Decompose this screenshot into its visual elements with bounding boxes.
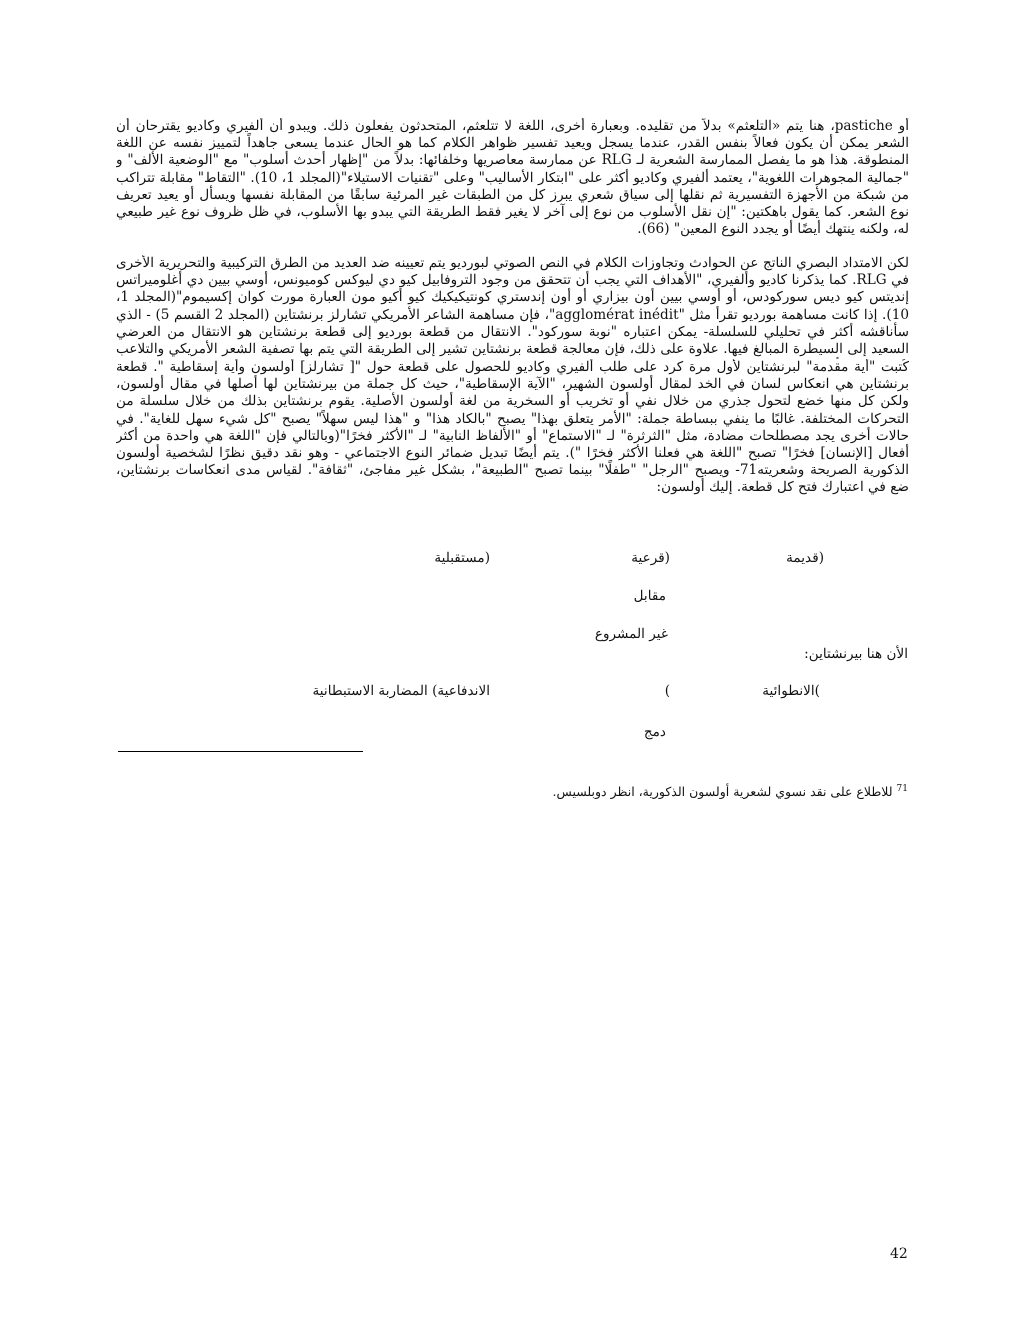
label-ghayr-mashru: غير المشروع [594,626,668,642]
page-number: 42 [890,1246,908,1262]
footnote-number: 71 [896,784,908,794]
label-intawiya: )الانطوائية [762,683,820,699]
label-muqabil: مقابل [633,588,666,604]
paragraph-1: أو pastiche، هنا يتم «التلعثم» بدلاً من تقليده. وبعبارة أخرى، اللغة لا تتلعثم، المتحدثون يفعلون ذلك. ويبدو أن ألفيري وكاديو يقترحان أن الشعر يمكن أن يكون فعالاً بنفس القدر، عندما يسجل ويعيد تفسير ظواهر الكلام كما هو الحال عندما يسعى جاهداً لتمييز نفسه عن اللغة المنطوقة. هذا هو ما يفصل الممارسة الشعرية لـ RLG عن ممارسة معاصريها وخلفائها: بدلاً من "إظهار أحدث أسلوب" مع "الوضعية الألف" و "جمالية المجوهرات اللغوية"، يعتمد ألفيري وكاديو أكثر على "ابتكار الأساليب" وعلى "تقنيات الاستيلاء"(المجلد 1، 10). "التقاط" مقابلة تتراكب من شبكة من الأجهزة التفسيرية ثم نقلها إلى سياق شعري يبرز كل من الطبقات غير المرئية سابقًا من المقابلة نفسها ويسأل أو يعيد تعريف نوع الشعر. كما يقول باهكتين: "إن نقل الأسلوب من نوع إلى آخر لا يغير فقط الطريقة التي يبدو بها الأسلوب، في ظل ظروف نوع غير طبيعي له، ولكنه ينتهك أيضًا أو يجدد النوع المعين" (66). [116,118,909,238]
footnote-separator [118,751,363,752]
label-qaria: (قرعية [631,550,670,566]
body-text [116,118,909,499]
label-damj: دمج [643,724,666,740]
label-close-paren: ) [664,683,670,699]
paragraph-2: لكن الامتداد البصري الناتج عن الحوادث وتجاوزات الكلام في النص الصوتي لبورديو يتم تعيينه ضد العديد من الطرق التركيبية والتحريرية الأخرى في RLG. كما يذكرنا كاديو وألفيري، "الأهداف التي يجب أن تتحقق من وجود التروفابيل كيو دي ليوكس كوميونس، أوسي بيين دي أغلوميراتس إنديتس كيو ديس سوركودس، أو أوسي بيين أون بيزاري أو أون إندستري كونتيكيكيك كيو أكيو مون العبارة مورت كوان إكسيموم"(المجلد 1، 10). إذا كانت مساهمة بورديو تقرأ مثل "agglomérat inédit"، فإن مساهمة الشاعر الأمريكي تشارلز برنشتاين (المجلد 2 القسم 5) - الذي سأناقشه أكثر في تحليلي للسلسلة- يمكن اعتباره "نوبة سوركود". الانتقال من قطعة بورديو إلى قطعة برنشتاين هو الانتقال من العرضي السعيد إلى السيطرة المبالغ فيها. علاوة على ذلك، فإن معالجة قطعة برنشتاين تشير إلى الطريقة التي يتم بها تصفية الشعر الأمريكي والتلاعب [116,255,909,358]
label-qadima: (قديمة [786,550,824,566]
label-indifaiya: الاندفاعية) المضاربة الاستبطانية [312,683,490,699]
footnote-text: للاطلاع على نقد نسوي لشعرية أولسون الذكورية، انظر دوبلسيس. [552,784,893,800]
label-alan-bernstein: الأن هنا بيرنشتاين: [804,646,908,662]
footnote [553,784,908,799]
label-mustaqbaliya: (مستقبلية [434,550,490,566]
paragraph-3: كُتبت "أية مقدمة" لبرنشتاين لأول مرة كرد على طلب ألفيري وكاديو للحصول على قطعة حول "[ تشارلز] أولسون وأية إسقاطية ". قطعة برنشتاين هي انعكاس لسان في الخد لمقال أولسون الشهير، "الآية الإسقاطية"، حيث كل جملة من بيرنشتاين لها أصلها في مقال أولسون، ولكن كل منها خضع لتحول جذري من خلال نفي أو تخريب أو السخرية من لغة أولسون الأصلية. يقوم برنشتاين بذلك من خلال سلسلة من التحركات المختلفة. غالبًا ما ينفي ببساطة جملة: "الأمر يتعلق بهذا" يصبح "بالكاد هذا" و "هذا ليس سهلاً" يصبح "كل شيء سهل للغاية". في حالات أخرى يجد مصطلحات مضادة، مثل "الثرثرة" لـ "الاستماع" أو "الألفاظ النابية" لـ "الأكثر فخرًا"(وبالتالي فإن "اللغة هي واحدة من أكثر أفعال [الإنسان] فخرًا" تصبح "اللغة هي فعلنا الأكثر فخرًا "). يتم أيضًا تبديل ضمائر النوع الاجتماعي - وهو نقد دقيق نظرًا لشخصية أولسون الذكورية الصريحة وشعريته71- ويصبح "الرجل" "طفلًا" بينما تصبح "الطبيعة"، بشكل غير مفاجئ، "ثقافة". لقياس مدى انعكاسات برنشتاين، ضع في اعتبارك فتح كل قطعة. إليك أولسون: [116,359,909,496]
